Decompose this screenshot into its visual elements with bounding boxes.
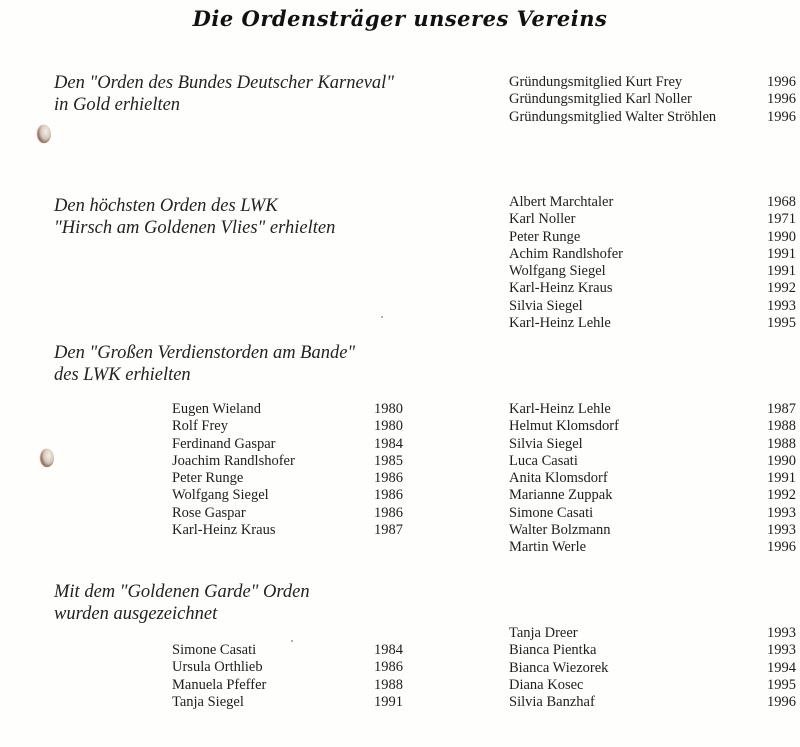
recipient-name: Gründungsmitglied Kurt Frey: [509, 74, 683, 90]
award-year: 1986: [374, 487, 403, 504]
recipient-row: [509, 401, 796, 418]
heading-line: Den "Orden des Bundes Deutscher Karneval": [54, 73, 395, 93]
recipient-name: Karl-Heinz Kraus: [509, 280, 613, 297]
recipient-row: [509, 263, 796, 280]
recipient-name: Peter Runge: [509, 228, 581, 245]
recipient-row: [509, 487, 796, 504]
award-year: 1990: [767, 452, 796, 469]
recipient-name: Manuela Pfeffer: [172, 676, 267, 693]
recipient-name: Diana Kosec: [509, 676, 584, 693]
recipient-name: Silvia Siegel: [509, 435, 583, 452]
recipient-name: Tanja Siegel: [172, 693, 244, 710]
award-year: 1984: [374, 435, 403, 452]
heading-line: Den "Großen Verdienstorden am Bande": [54, 343, 356, 363]
recipient-row: [172, 505, 403, 522]
section-heading: [54, 195, 335, 239]
recipient-row: [172, 470, 403, 487]
recipient-row: [172, 677, 403, 694]
recipient-list-right: [509, 401, 796, 557]
recipient-name: Bianca Wiezorek: [509, 659, 609, 676]
recipient-row: [509, 539, 796, 556]
award-year: 1994: [767, 659, 796, 676]
recipient-row: [172, 436, 403, 453]
award-year: 1968: [767, 194, 796, 210]
recipient-row: [509, 194, 796, 211]
award-year: 1992: [767, 280, 796, 297]
award-year: 1991: [767, 470, 796, 487]
recipient-list-left: [172, 401, 403, 539]
recipient-row: [509, 522, 796, 539]
punch-hole-icon: [41, 449, 54, 467]
award-year: 1996: [767, 74, 796, 90]
recipient-name: Karl Noller: [509, 211, 576, 228]
award-year: 1995: [767, 315, 796, 332]
recipient-name: Joachim Randlshofer: [172, 452, 295, 469]
heading-line: des LWK erhielten: [54, 365, 191, 385]
recipient-name: Rolf Frey: [172, 418, 228, 435]
recipient-row: [509, 229, 796, 246]
recipient-row: [509, 246, 796, 263]
recipient-name: Simone Casati: [509, 504, 594, 521]
recipient-row: [172, 418, 403, 435]
recipient-row: [509, 505, 796, 522]
punch-hole-icon: [38, 125, 51, 143]
recipient-row: [509, 74, 796, 91]
recipient-row: [172, 694, 403, 711]
recipient-row: [172, 453, 403, 470]
recipient-list-right: [509, 625, 796, 711]
award-year: 1993: [767, 625, 796, 641]
recipient-row: [509, 660, 796, 677]
award-year: 1991: [767, 263, 796, 280]
recipient-row: [172, 642, 403, 659]
recipient-list-left: [172, 642, 403, 711]
award-year: 1993: [767, 504, 796, 521]
recipient-row: [509, 436, 796, 453]
recipient-row: [509, 418, 796, 435]
recipient-name: Silvia Banzhaf: [509, 694, 595, 711]
award-year: 1993: [767, 297, 796, 314]
section-heading: [54, 342, 355, 386]
recipient-row: [172, 487, 403, 504]
recipient-name: Ursula Orthlieb: [172, 659, 263, 676]
award-year: 1986: [374, 659, 403, 676]
recipient-name: Rose Gaspar: [172, 504, 246, 521]
award-year: 1996: [767, 108, 796, 125]
recipient-row: [509, 298, 796, 315]
recipient-name: Luca Casati: [509, 452, 578, 469]
heading-line: "Hirsch am Goldenen Vlies" erhielten: [54, 218, 336, 238]
recipient-row: [509, 470, 796, 487]
recipient-row: [509, 642, 796, 659]
recipient-name: Karl-Heinz Lehle: [509, 401, 611, 417]
award-year: 1980: [374, 418, 403, 435]
recipient-name: Ferdinand Gaspar: [172, 435, 276, 452]
award-year: 1996: [767, 91, 796, 108]
award-year: 1986: [374, 504, 403, 521]
recipient-list: [509, 74, 796, 126]
award-year: 1993: [767, 522, 796, 539]
award-year: 1971: [767, 211, 796, 228]
page-title: Die Ordensträger unseres Vereins: [192, 6, 608, 31]
award-year: 1986: [374, 470, 403, 487]
recipient-name: Karl-Heinz Kraus: [172, 522, 276, 539]
heading-line: Mit dem "Goldenen Garde" Orden: [54, 582, 310, 602]
recipient-name: Martin Werle: [509, 539, 587, 556]
recipient-name: Tanja Dreer: [509, 625, 578, 641]
award-year: 1991: [374, 693, 403, 710]
heading-line: Den höchsten Orden des LWK: [54, 196, 278, 216]
recipient-name: Gründungsmitglied Karl Noller: [509, 91, 692, 108]
recipient-name: Marianne Zuppak: [509, 487, 613, 504]
award-year: 1987: [374, 522, 403, 539]
award-year: 1987: [767, 401, 796, 417]
award-year: 1992: [767, 487, 796, 504]
speck: [381, 316, 383, 318]
recipient-row: [172, 659, 403, 676]
section-heading: [54, 72, 394, 116]
recipient-row: [509, 694, 796, 711]
recipient-row: [509, 453, 796, 470]
award-year: 1988: [374, 676, 403, 693]
recipient-name: Walter Bolzmann: [509, 522, 611, 539]
section-heading: [54, 581, 310, 625]
award-year: 1996: [767, 694, 796, 711]
recipient-row: [509, 109, 796, 126]
recipient-name: Karl-Heinz Lehle: [509, 315, 611, 332]
recipient-name: Eugen Wieland: [172, 401, 261, 417]
recipient-row: [172, 522, 403, 539]
award-year: 1985: [374, 452, 403, 469]
recipient-row: [509, 91, 796, 108]
heading-line: wurden ausgezeichnet: [54, 604, 218, 624]
recipient-row: [509, 280, 796, 297]
recipient-name: Bianca Pientka: [509, 642, 597, 659]
heading-line: in Gold erhielten: [54, 95, 181, 115]
award-year: 1980: [374, 401, 403, 417]
award-year: 1988: [767, 418, 796, 435]
recipient-row: [509, 625, 796, 642]
recipient-name: Achim Randlshofer: [509, 245, 623, 262]
recipient-row: [509, 315, 796, 332]
recipient-row: [509, 677, 796, 694]
recipient-name: Wolfgang Siegel: [509, 263, 606, 280]
award-year: 1988: [767, 435, 796, 452]
recipient-name: Peter Runge: [172, 470, 244, 487]
award-year: 1993: [767, 642, 796, 659]
recipient-name: Gründungsmitglied Walter Ströhlen: [509, 108, 717, 125]
recipient-list: [509, 194, 796, 332]
award-year: 1991: [767, 245, 796, 262]
recipient-name: Helmut Klomsdorf: [509, 418, 619, 435]
recipient-row: [172, 401, 403, 418]
award-year: 1984: [374, 642, 403, 658]
recipient-name: Wolfgang Siegel: [172, 487, 269, 504]
recipient-name: Albert Marchtaler: [509, 194, 614, 210]
recipient-name: Anita Klomsdorf: [509, 470, 608, 487]
award-year: 1990: [767, 228, 796, 245]
recipient-name: Silvia Siegel: [509, 297, 583, 314]
recipient-row: [509, 211, 796, 228]
award-year: 1996: [767, 539, 796, 556]
recipient-name: Simone Casati: [172, 642, 257, 658]
award-year: 1995: [767, 676, 796, 693]
